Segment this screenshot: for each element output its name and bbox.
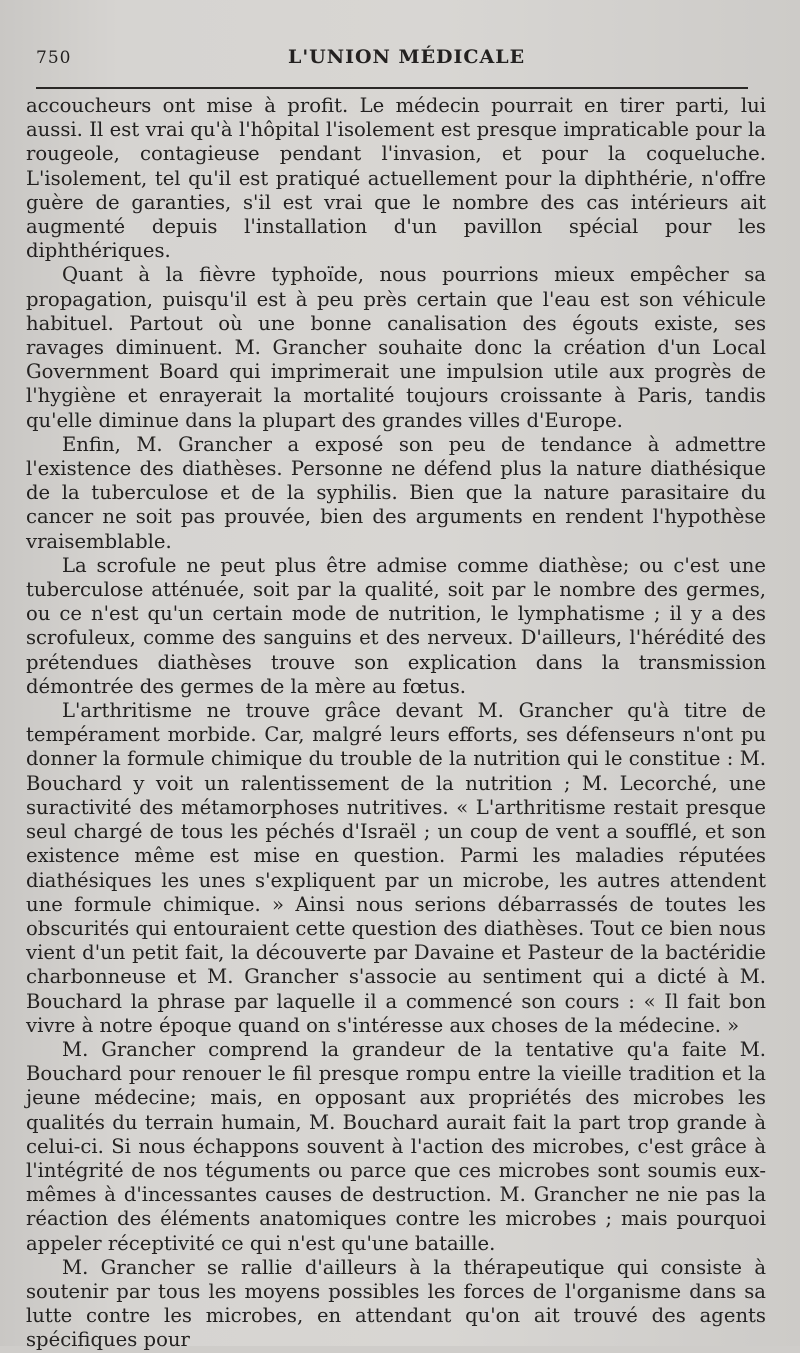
paragraph-1: accoucheurs ont mise à profit. Le médecin pourrait en tirer parti, lui aussi. Il est vrai qu'à l'hôpital l'isolement est presque impraticable pour la rougeole, contagieuse pendant l'invasion, et pour la coqueluche. L'isolement, tel qu'il est pratiqué actuellement pour la diphthérie, n'offre guère de garanties, s'il est vrai que le nombre des cas intérieurs ait augmenté depuis l'installation d'un pavillon spécial pour les diphthériques. [26, 94, 766, 263]
paragraph-7: M. Grancher se rallie d'ailleurs à la thérapeutique qui consiste à soutenir par tous les moyens possibles les forces de l'organisme dans sa lutte contre les microbes, en attendant qu'on ait trouvé des agents spécifiques pour [26, 1255, 766, 1352]
paragraph-2: Quant à la fièvre typhoïde, nous pourrions mieux empêcher sa propagation, puisqu'il est à peu près certain que l'eau est son véhicule habituel. Partout où une bonne canalisation des égouts existe, ses ravages diminuent. M. Grancher souhaite donc la création d'un Local Government Board qui imprimerait une impulsion utile aux progrès de l'hygiène et enrayerait la mortalité toujours croissante à Paris, tandis qu'elle diminue dans la plupart des grandes villes d'Europe. [26, 263, 766, 432]
paragraph-6: M. Grancher comprend la grandeur de la tentative qu'a faite M. Bouchard pour renouer le fil presque rompu entre la vieille tradition et la jeune médecine; mais, en opposant aux propriétés des microbes les qualités du terrain humain, M. Bouchard aurait fait la part trop grande à celui-ci. Si nous échappons souvent à l'action des microbes, c'est grâce à l'intégrité de nos téguments ou parce que ces microbes sont soumis eux-mêmes à d'incessantes causes de destruction. M. Grancher ne nie pas la réaction des éléments anatomiques contre les microbes ; mais pourquoi appeler réceptivité ce qui n'est qu'une bataille. [26, 1037, 766, 1255]
paragraph-4: La scrofule ne peut plus être admise comme diathèse; ou c'est une tuberculose atténuée, soit par la qualité, soit par le nombre des germes, ou ce n'est qu'un certain mode de nutrition, le lymphatisme ; il y a des scrofuleux, comme des sanguins et des nerveux. D'ailleurs, l'hérédité des prétendues diathèses trouve son explication dans la transmission démontrée des germes de la mère au fœtus. [26, 553, 766, 698]
paragraph-3: Enfin, M. Grancher a exposé son peu de tendance à admettre l'existence des diathèses. Personne ne défend plus la nature diathésique de la tuberculose et de la syphilis. Bien que la nature parasitaire du cancer ne soit pas prouvée, bien des arguments en rendent l'hypothèse vraisemblable. [26, 432, 766, 553]
paragraph-5: L'arthritisme ne trouve grâce devant M. Grancher qu'à titre de tempérament morbide. Car, malgré leurs efforts, ses défenseurs n'ont pu donner la formule chimique du trouble de la nutrition qui le constitue : M. Bouchard y voit un ralentissement de la nutrition ; M. Lecorché, une suractivité des métamorphoses nutritives. « L'arthritisme restait presque seul chargé de tous les péchés d'Israël ; un coup de vent a soufflé, et son existence même est mise en question. Parmi les maladies réputées diathésiques les unes s'expliquent par un microbe, les autres attendent une formule chimique. » Ainsi nous serions débarrassés de toutes les obscurités qui entouraient cette question des diathèses. Tout ce bien nous vient d'un petit fait, la découverte par Davaine et Pasteur de la bactéridie charbonneuse et M. Grancher s'associe au sentiment qui a dicté à M. Bouchard la phrase par laquelle il a commencé son cours : « Il fait bon vivre à notre époque quand on s'intéresse aux choses de la médecine. » [26, 699, 766, 1037]
page-number: 750 [36, 48, 72, 68]
page-header [36, 46, 750, 74]
running-title: L'UNION MÉDICALE [288, 46, 526, 68]
body-text [26, 94, 766, 1353]
header-rule [36, 87, 748, 89]
